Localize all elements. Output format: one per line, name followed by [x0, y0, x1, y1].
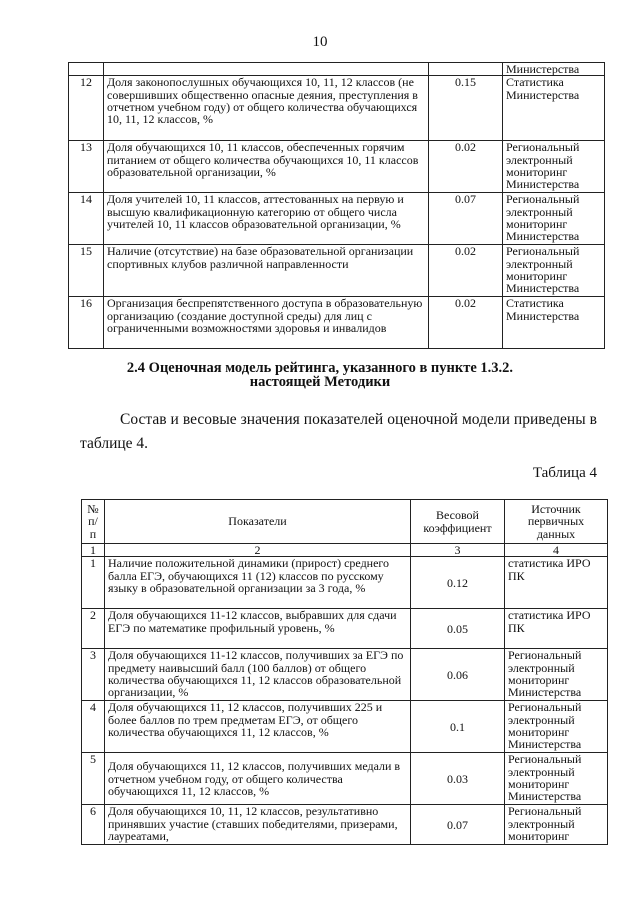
table-row: 14 Доля учителей 10, 11 классов, аттестованных на первую и высшую квалификационную категорию от общего числа учителей 10, 11 классов образовательной организации, % 0.07 Региональный электронный мониторинг Министерства: [69, 193, 605, 245]
table-row: 2 Доля обучающихся 11-12 классов, выбравших для сдачи ЕГЭ по математике профильный уровень, % 0.05 статистика ИРО ПК: [82, 609, 608, 649]
page-number: 10: [312, 34, 328, 50]
header-num: № п/п: [82, 500, 105, 544]
body-paragraph: Состав и весовые значения показателей оценочной модели приведены в таблице 4.: [80, 411, 597, 452]
header-source: Источник первичных данных: [505, 500, 608, 544]
table-caption: Таблица 4: [532, 465, 597, 481]
section-heading-line2: настоящей Методики: [249, 374, 391, 390]
table-row: 16 Организация беспрепятственного доступа в образовательную организацию (создание доступной среды) для лиц с ограниченными возможностями здоровья и инвалидов 0.02 Статистика Министерства: [69, 297, 605, 349]
column-number-row: 1 2 3 4: [82, 544, 608, 557]
table-row: 5 Доля обучающихся 11, 12 классов, получивших медали в отчетном учебном году, от общего количества обучающихся 11, 12 классов, % 0.03 Региональный электронный мониторинг Министерства: [82, 753, 608, 805]
table-header-row: [82, 500, 608, 544]
table-row: 13 Доля обучающихся 10, 11 классов, обеспеченных горячим питанием от общего количества обучающихся 10, 11 классов образовательной организации, % 0.02 Региональный электронный мониторинг Министерства: [69, 141, 605, 193]
table-row: 1 Наличие положительной динамики (прирост) среднего балла ЕГЭ, обучающихся 11 (12) классов по русскому языку в образовательной организации за 3 года, % 0.12 статистика ИРО ПК: [82, 557, 608, 609]
table-row: 3 Доля обучающихся 11-12 классов, получивших за ЕГЭ по предмету наивысший балл (100 баллов) от общего количества обучающихся 11, 12 классов образовательной организации, % 0.06 Региональный электронный мониторинг Министерства: [82, 649, 608, 701]
table-row: 12 Доля законопослушных обучающихся 10, 11, 12 классов (не совершивших общественно опасные деяния, преступления в отчетном учебном году) от общего количества обучающихся 10, 11, 12 классов, % 0.15 Статистика Министерства: [69, 76, 605, 141]
section-heading-line1: 2.4 Оценочная модель рейтинга, указанного в пункте 1.3.2.: [126, 360, 514, 376]
header-weight: Весовой коэффициент: [411, 500, 505, 544]
table-row: 4 Доля обучающихся 11, 12 классов, получивших 225 и более баллов по трем предметам ЕГЭ, от общего количества обучающихся 11, 12 классов, % 0.1 Региональный электронный мониторинг Министерства: [82, 701, 608, 753]
table-row: 6 Доля обучающихся 10, 11, 12 классов, результативно принявших участие (ставших победителями, призерами, лауреатами, 0.07 Региональный электронный мониторинг: [82, 805, 608, 845]
table-row: 15 Наличие (отсутствие) на базе образовательной организации спортивных клубов различной направленности 0.02 Региональный электронный мониторинг Министерства: [69, 245, 605, 297]
table-4: [81, 499, 608, 845]
indicators-table-continued: [68, 62, 605, 349]
table-row: [69, 63, 605, 76]
source-cell: Министерства: [503, 63, 605, 76]
header-indicator: Показатели: [105, 500, 411, 544]
